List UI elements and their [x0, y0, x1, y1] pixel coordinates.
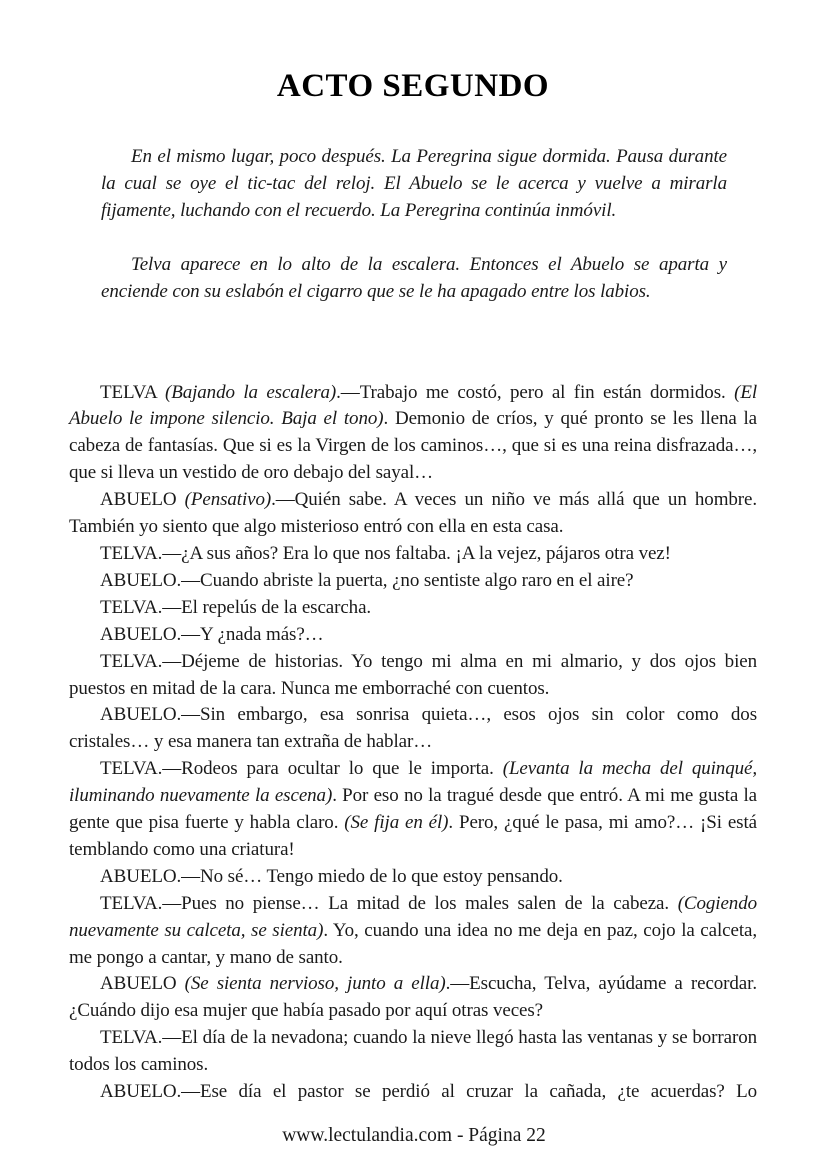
inline-stage-note: (Se sienta nervioso, junto a ella)	[184, 973, 446, 995]
dialogue-block	[69, 380, 757, 1106]
dialogue-text: ABUELO.—Ese día el pastor se perdió al cruzar la cañada, ¿te acuerdas? Lo	[100, 1081, 757, 1103]
inline-stage-note: (Levanta la mecha del quinqué, iluminando nuevamente la escena)	[69, 758, 757, 807]
act-title: ACTO SEGUNDO	[276, 68, 550, 104]
dialogue-text: . Pero, ¿qué le pasa, mi amo?… ¡Si está temblando como una criatura!	[69, 812, 757, 860]
inline-stage-note: (El Abuelo le impone silencio. Baja el tono)	[69, 381, 758, 430]
inline-stage-note: (Se fija en él)	[344, 812, 449, 834]
dialogue-paragraph	[69, 595, 757, 622]
dialogue-paragraph	[69, 864, 757, 891]
dialogue-text: TELVA	[100, 381, 165, 403]
dialogue-text: TELVA.—Pues no piense… La mitad de los males salen de la cabeza.	[100, 892, 678, 914]
dialogue-paragraph	[69, 756, 757, 864]
page-footer	[0, 1124, 828, 1148]
dialogue-text: ABUELO	[100, 489, 185, 511]
dialogue-text: TELVA.—El repelús de la escarcha.	[100, 596, 372, 618]
dialogue-paragraph	[69, 541, 757, 568]
stage-direction-paragraph: Telva aparece en lo alto de la escalera. Entonces el Abuelo se aparta y enciende con su eslabón el cigarro que se le ha apagado entre los labios.	[101, 253, 727, 302]
stage-directions-block	[69, 144, 757, 306]
dialogue-text: TELVA.—Rodeos para ocultar lo que le importa.	[100, 758, 503, 780]
dialogue-text: TELVA.—¿A sus años? Era lo que nos faltaba. ¡A la vejez, pájaros otra vez!	[100, 542, 671, 564]
dialogue-paragraph	[69, 487, 757, 541]
dialogue-text: ABUELO.—Sin embargo, esa sonrisa quieta…, esos ojos sin color como dos cristales… y esa manera tan extraña de hablar…	[69, 704, 757, 753]
dialogue-text: TELVA.—El día de la nevadona; cuando la nieve llegó hasta las ventanas y se borraron todos los caminos.	[69, 1027, 757, 1076]
dialogue-paragraph	[69, 1025, 757, 1079]
dialogue-text: ABUELO.—Cuando abriste la puerta, ¿no sentiste algo raro en el aire?	[100, 569, 634, 591]
dialogue-paragraph	[69, 568, 757, 595]
dialogue-paragraph	[69, 1079, 757, 1106]
dialogue-paragraph	[69, 649, 757, 703]
dialogue-paragraph	[69, 702, 757, 756]
dialogue-text: ABUELO	[100, 973, 185, 995]
inline-stage-note: (Pensativo)	[184, 489, 272, 511]
dialogue-text: . Demonio de críos, y qué pronto se les llena la cabeza de fantasías. Que si es la Virgen de los caminos…, que si es una reina disfrazada…, que si lleva un vestido de oro debajo del sayal…	[69, 408, 758, 484]
dialogue-paragraph	[69, 971, 757, 1025]
dialogue-text: .—Quién sabe. A veces un niño ve más allá que un hombre. También yo siento que algo misterioso entró con ella en esta casa.	[69, 489, 757, 538]
inline-stage-note: (Cogiendo nuevamente su calceta, se sienta)	[69, 892, 757, 941]
dialogue-paragraph	[69, 891, 757, 972]
dialogue-text: .—Trabajo me costó, pero al fin están dormidos.	[336, 381, 735, 403]
stage-direction-paragraph: En el mismo lugar, poco después. La Peregrina sigue dormida. Pausa durante la cual se oye el tic-tac del reloj. El Abuelo se le acerca y vuelve a mirarla fijamente, luchando con el recuerdo. La Peregrina continúa inmóvil.	[101, 146, 727, 221]
dialogue-text: . Por eso no la tragué desde que entró. A mi me gusta la gente que pisa fuerte y habla claro.	[69, 785, 757, 834]
dialogue-text: .—Escucha, Telva, ayúdame a recordar. ¿Cuándo dijo esa mujer que había pasado por aquí otras veces?	[69, 973, 757, 1022]
dialogue-text: . Yo, cuando una idea no me deja en paz, cojo la calceta, me pongo a cantar, y mano de santo.	[69, 919, 757, 968]
dialogue-paragraph	[69, 380, 757, 488]
dialogue-text: ABUELO.—No sé… Tengo miedo de lo que estoy pensando.	[100, 865, 563, 887]
dialogue-text: ABUELO.—Y ¿nada más?…	[100, 623, 324, 645]
dialogue-text: TELVA.—Déjeme de historias. Yo tengo mi alma en mi almario, y dos ojos bien puestos en mitad de la cara. Nunca me emborraché con cuentos.	[69, 650, 757, 699]
inline-stage-note: (Bajando la escalera)	[164, 381, 337, 403]
dialogue-paragraph	[69, 622, 757, 649]
footer-text: www.lectulandia.com - Página 22	[282, 1125, 546, 1146]
